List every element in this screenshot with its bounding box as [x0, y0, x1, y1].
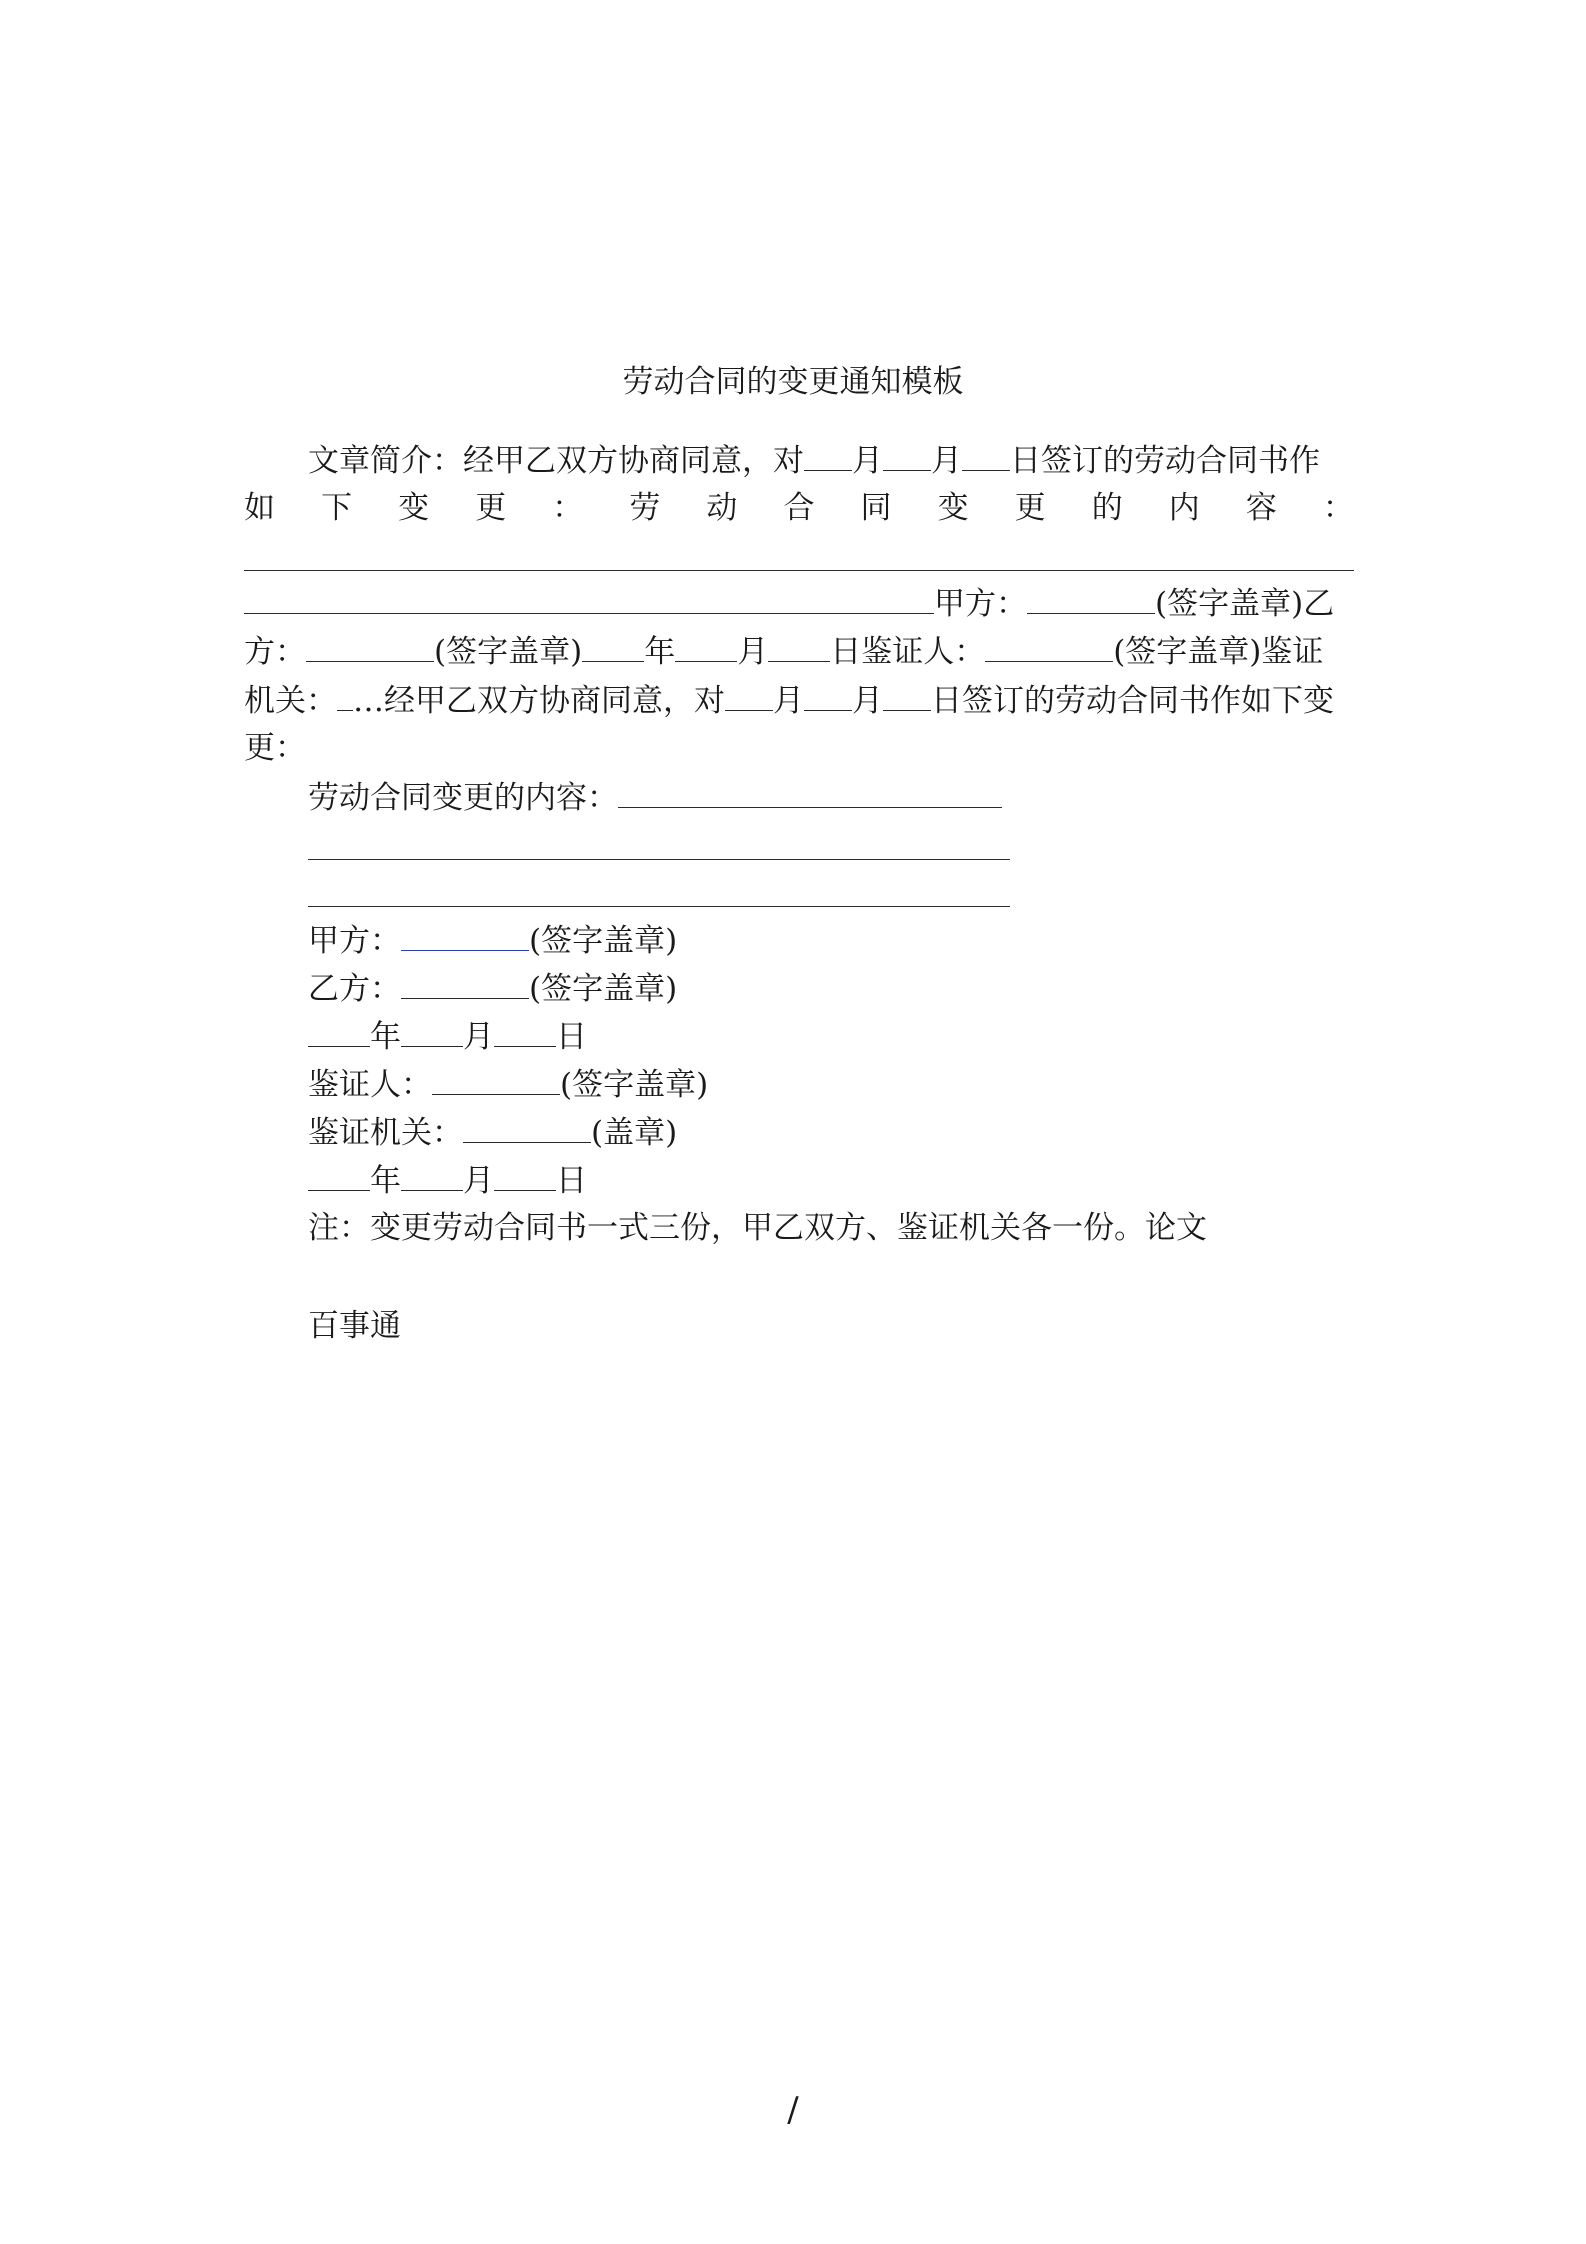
intro-line-1	[308, 440, 1320, 481]
blank	[1027, 583, 1155, 614]
date-year: 年	[370, 1019, 401, 1055]
blank	[401, 920, 529, 951]
content-rule-2	[308, 859, 1010, 860]
intro-label: 文章简介：经甲乙双方协商同意，对	[308, 443, 804, 479]
blank	[494, 1016, 556, 1047]
blank	[401, 1160, 463, 1191]
note: 注：变更劳动合同书一式三份，甲乙双方、鉴证机关各一份。论文	[308, 1210, 1207, 1246]
char: 如	[244, 490, 275, 526]
content-label: 劳动合同变更的内容：	[308, 780, 618, 816]
char: 容	[1245, 490, 1277, 526]
intro-line-5	[244, 680, 1334, 721]
sig-1: (签字盖章)乙	[1155, 586, 1335, 622]
char: 内	[1168, 490, 1200, 526]
char: 同	[860, 490, 892, 526]
intro-line-6: 更：	[244, 730, 306, 766]
sig-3: (签字盖章)鉴证	[1113, 634, 1324, 670]
char: 动	[706, 490, 738, 526]
ellipsis-text: …经甲乙双方协商同意，对	[353, 683, 725, 719]
blank	[582, 631, 644, 662]
authority: 鉴证机关：	[308, 1115, 463, 1151]
full-width-rule	[244, 570, 1354, 571]
blank	[768, 631, 830, 662]
authority-seal: (盖章)	[591, 1115, 678, 1151]
blank	[804, 440, 852, 471]
month-4: 月	[852, 683, 883, 719]
page-title: 劳动合同的变更通知模板	[622, 364, 964, 400]
intro-month-2: 月	[931, 443, 962, 479]
blank	[883, 680, 931, 711]
blank	[494, 1160, 556, 1191]
blank	[804, 680, 852, 711]
witness-line	[308, 1064, 708, 1105]
blank	[463, 1112, 591, 1143]
page-mark: /	[787, 2090, 799, 2130]
party-a: 甲方：	[308, 923, 401, 959]
date-line-2	[308, 1160, 587, 1201]
party-b-sig: (签字盖章)	[529, 971, 678, 1007]
date2-day: 日	[556, 1163, 587, 1199]
party-a-label: 甲方：	[934, 586, 1027, 622]
signoff: 百事通	[308, 1308, 401, 1344]
party-a-sig: (签字盖章)	[529, 923, 678, 959]
char: 变	[398, 490, 430, 526]
blank	[985, 631, 1113, 662]
witness-sig: (签字盖章)	[560, 1067, 709, 1103]
blank	[962, 440, 1010, 471]
blank	[244, 583, 934, 614]
authority-line	[308, 1112, 677, 1153]
char: 劳	[629, 490, 661, 526]
day-2: 日签订的劳动合同书作如下变	[931, 683, 1334, 719]
blank	[337, 680, 353, 711]
date2-month: 月	[463, 1163, 494, 1199]
blank	[401, 1016, 463, 1047]
char: ：	[1322, 490, 1354, 526]
day-witness: 日鉴证人：	[830, 634, 986, 670]
date2-year: 年	[370, 1163, 401, 1199]
blank	[883, 440, 931, 471]
content-label-line	[308, 777, 1002, 818]
char: 下	[321, 490, 353, 526]
intro-line-4	[244, 631, 1323, 672]
char: 更	[1014, 490, 1046, 526]
blank	[308, 1016, 370, 1047]
intro-month-1: 月	[852, 443, 883, 479]
blank	[618, 777, 1002, 808]
char: 变	[937, 490, 969, 526]
month-3: 月	[773, 683, 804, 719]
content-rule-3	[308, 906, 1010, 907]
date-day: 日	[556, 1019, 587, 1055]
party-b: 乙方：	[308, 971, 401, 1007]
witness: 鉴证人：	[308, 1067, 432, 1103]
char: 合	[783, 490, 815, 526]
blank	[306, 631, 434, 662]
party-a-line	[308, 920, 677, 961]
blank	[401, 968, 529, 999]
date-line-1	[308, 1016, 587, 1057]
date-month: 月	[463, 1019, 494, 1055]
char: 的	[1091, 490, 1123, 526]
authority-label: 机关：	[244, 683, 337, 719]
intro-day: 日签订的劳动合同书作	[1010, 443, 1320, 479]
char: ：	[552, 490, 584, 526]
intro-line-3	[244, 583, 1334, 624]
blank	[432, 1064, 560, 1095]
char: 更	[475, 490, 507, 526]
month: 月	[737, 634, 769, 670]
blank	[308, 1160, 370, 1191]
year: 年	[644, 634, 676, 670]
sig-2: (签字盖章)	[434, 634, 583, 670]
party-b-line	[308, 968, 677, 1009]
party-b-label: 方：	[244, 634, 306, 670]
blank	[725, 680, 773, 711]
intro-line-2	[244, 488, 1354, 528]
blank	[675, 631, 737, 662]
